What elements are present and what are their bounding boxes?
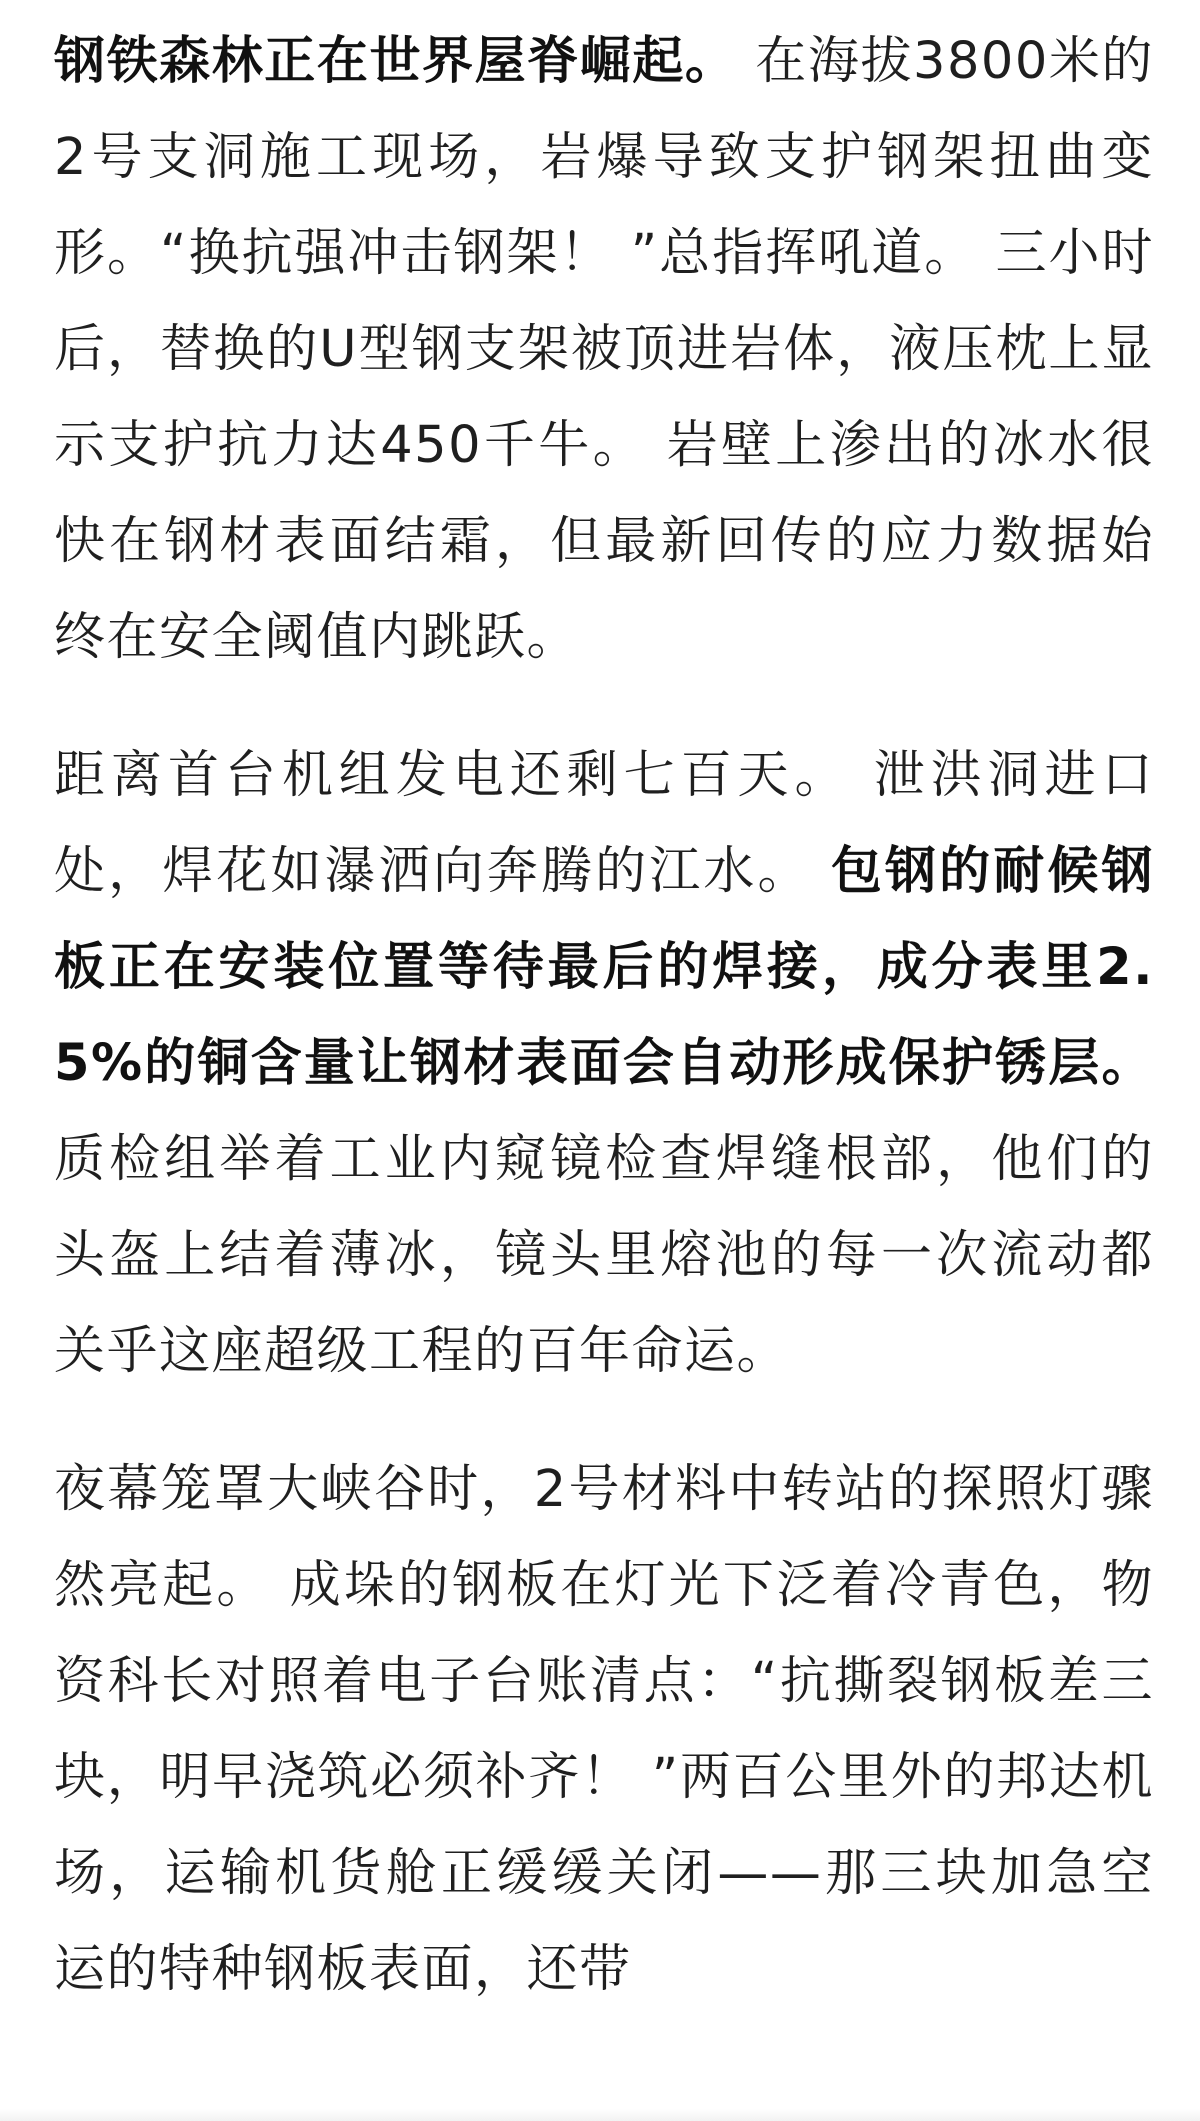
article-body: [54, 14, 1154, 2060]
paragraph-1: [54, 14, 1154, 686]
paragraph-3-text: 夜幕笼罩大峡谷时，2号材料中转站的探照灯骤然亮起。 成垛的钢板在灯光下泛着冷青色，物资科长对照着电子台账清点：“抗撕裂钢板差三块，明早浇筑必须补齐！ ”两百公里外的邦达机场，运输机货舱正缓缓关闭——那三块加急空运的特种钢板表面，还带: [54, 1460, 1154, 1999]
paragraph-1-text: 在海拔3800米的2号支洞施工现场，岩爆导致支护钢架扭曲变形。“换抗强冲击钢架！ ”总指挥吼道。 三小时后，替换的U型钢支架被顶进岩体，液压枕上显示支护抗力达450千牛。 岩壁上渗出的冰水很快在钢材表面结霜，但最新回传的应力数据始终在安全阈值内跳跃。: [54, 32, 1154, 667]
paragraph-3: [54, 1442, 1154, 2018]
paragraph-2-bold-highlight: 包钢的耐候钢板正在安装位置等待最后的焊接，成分表里2.5%的铜含量让钢材表面会自动形成保护锈层。: [54, 842, 1154, 1093]
paragraph-1-bold-lead: 钢铁森林正在世界屋脊崛起。: [54, 32, 738, 91]
paragraph-2: [54, 728, 1154, 1400]
bottom-edge-shadow: [0, 2109, 1200, 2121]
paragraph-2-text-end: 质检组举着工业内窥镜检查焊缝根部，他们的头盔上结着薄冰，镜头里熔池的每一次流动都关乎这座超级工程的百年命运。: [54, 1130, 1154, 1381]
paragraph-2-text-start: 距离首台机组发电还剩七百天。 泄洪洞进口处，焊花如瀑洒向奔腾的江水。: [54, 746, 1154, 901]
